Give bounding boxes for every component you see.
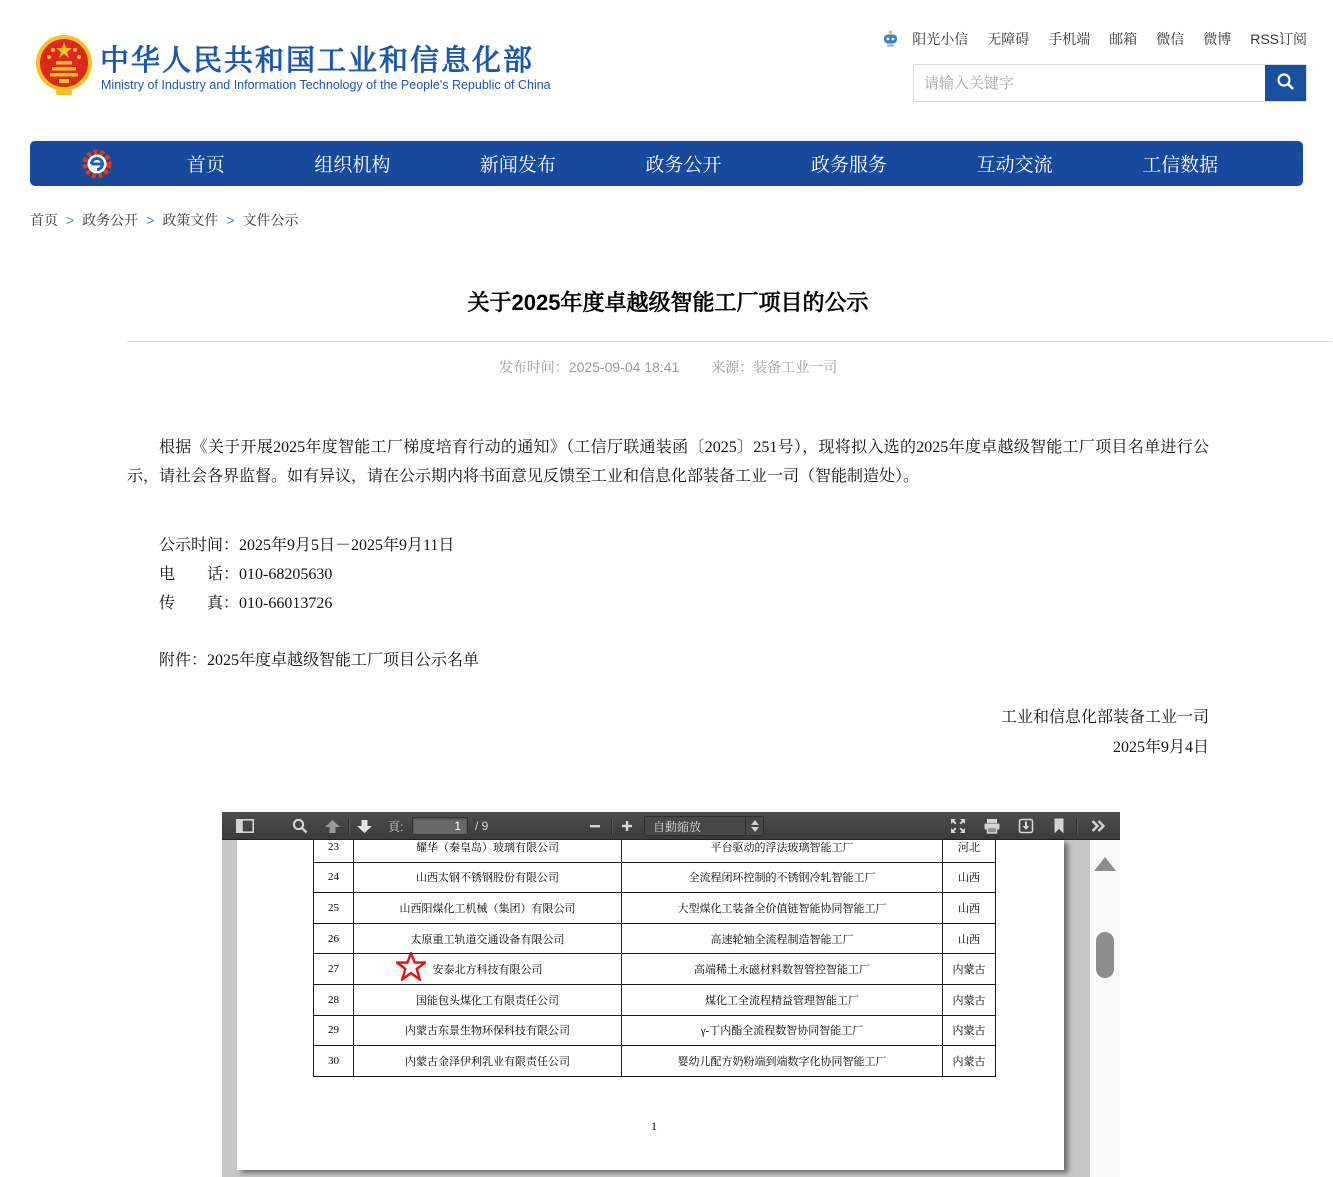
table-row: [314, 893, 996, 924]
find-button[interactable]: [286, 812, 314, 840]
page-number-input[interactable]: [412, 817, 468, 835]
breadcrumb-link[interactable]: 政务公开: [82, 212, 139, 228]
search-button[interactable]: [1265, 65, 1306, 101]
scroll-up-arrow[interactable]: [1094, 857, 1116, 871]
table-row: [314, 923, 996, 954]
cell-project: 大型煤化工装备全价值链智能协同智能工厂: [622, 893, 943, 924]
quick-link[interactable]: 无障碍: [987, 31, 1030, 47]
page-label: 頁:: [388, 819, 404, 834]
cell-project: 全流程闭环控制的不锈钢冷轧智能工厂: [622, 862, 943, 893]
cell-index: 23: [314, 840, 354, 862]
table-row: [314, 954, 996, 985]
cell-index: 30: [314, 1046, 354, 1077]
breadcrumb-link[interactable]: 文件公示: [242, 212, 299, 228]
cell-province: 内蒙古: [943, 1015, 996, 1046]
star-annotation-icon: [396, 952, 426, 984]
company-name: 耀华（秦皇岛）玻璃有限公司: [416, 841, 559, 854]
site-title: 中华人民共和国工业和信息化部: [100, 45, 535, 77]
nav-item[interactable]: 互动交流: [976, 155, 1053, 176]
cell-province: 山西: [943, 862, 996, 893]
zoom-select-value: 自動縮放: [653, 819, 702, 834]
company-name: 国能包头煤化工有限责任公司: [416, 994, 559, 1007]
table-row: [314, 840, 996, 862]
cell-project: γ-丁内酯全流程数智协同智能工厂: [622, 1015, 943, 1046]
quick-link[interactable]: 微博: [1203, 31, 1232, 47]
page-total: / 9: [475, 819, 489, 833]
zoom-in-button[interactable]: [614, 812, 640, 840]
cell-province: 河北: [943, 840, 996, 862]
phone-line: 电 话：010-68205630: [159, 566, 333, 583]
quick-links-bar: [882, 29, 1307, 49]
quick-link[interactable]: 阳光小信: [912, 31, 969, 47]
print-button[interactable]: [978, 812, 1006, 840]
scroll-thumb[interactable]: [1096, 932, 1114, 978]
zoom-select-arrows-icon: [745, 816, 763, 836]
article: [127, 270, 1209, 763]
cell-province: 山西: [943, 893, 996, 924]
article-title: 关于2025年度卓越级智能工厂项目的公示: [467, 290, 869, 315]
article-paragraph: 根据《关于开展2025年度智能工厂梯度培育行动的通知》（工信厅联通装函〔2025〕251号），现将拟入选的2025年度卓越级智能工厂项目名单进行公示，请社会各界监督。如有异议，请在公示期内将书面意见反馈至工业和信息化部装备工业一司（智能制造处）。: [127, 439, 1209, 485]
table-row: [314, 984, 996, 1015]
breadcrumb-link[interactable]: 首页: [30, 212, 58, 228]
national-emblem-icon: [35, 33, 93, 97]
quick-link[interactable]: RSS订阅: [1250, 31, 1307, 47]
cell-province: 内蒙古: [943, 1046, 996, 1077]
cell-index: 29: [314, 1015, 354, 1046]
site-subtitle: Ministry of Industry and Information Technology of the People's Republic of China: [101, 78, 551, 92]
toolbar-separator: [1076, 818, 1077, 834]
cell-index: 28: [314, 984, 354, 1015]
title-divider: [127, 341, 1332, 342]
page-up-button[interactable]: [318, 812, 346, 840]
publish-time: 发布时间：2025-09-04 18:41: [498, 359, 680, 375]
search-input[interactable]: [914, 65, 1266, 101]
table-row: [314, 862, 996, 893]
miit-logo-icon: [82, 149, 112, 179]
signature-date: 2025年9月4日: [1112, 739, 1209, 756]
breadcrumb-separator: >: [146, 212, 155, 228]
breadcrumb-link[interactable]: 政策文件: [162, 212, 219, 228]
pdf-page: [237, 840, 1064, 1170]
cell-index: 25: [314, 893, 354, 924]
cell-province: 内蒙古: [943, 984, 996, 1015]
cell-company: [354, 862, 622, 893]
cell-project: 婴幼儿配方奶粉端到端数字化协同智能工厂: [622, 1046, 943, 1077]
bookmark-button[interactable]: [1046, 812, 1072, 840]
attachment-table: [313, 840, 996, 1077]
nav-item[interactable]: 新闻发布: [479, 155, 556, 176]
cell-project: 煤化工全流程精益管理智能工厂: [622, 984, 943, 1015]
cell-project: 高速轮轴全流程制造智能工厂: [622, 923, 943, 954]
nav-item[interactable]: 组织机构: [314, 155, 391, 176]
pdf-content-area: [222, 840, 1120, 1177]
pdf-scrollbar[interactable]: [1090, 840, 1120, 1177]
sidebar-toggle-button[interactable]: [230, 812, 260, 840]
cell-company: [354, 923, 622, 954]
cell-index: 24: [314, 862, 354, 893]
cell-company: [354, 984, 622, 1015]
company-name: 山西阳煤化工机械（集团）有限公司: [399, 902, 576, 915]
attachment-line: 附件：2025年度卓越级智能工厂项目公示名单: [159, 652, 480, 669]
zoom-select[interactable]: [644, 816, 764, 836]
nav-item[interactable]: 政务服务: [811, 155, 888, 176]
company-name: 太原重工轨道交通设备有限公司: [410, 933, 565, 946]
notice-period-line: 公示时间：2025年9月5日－2025年9月11日: [159, 537, 455, 554]
article-source: 来源：装备工业一司: [711, 359, 838, 375]
fax-line: 传 真：010-66013726: [159, 595, 333, 612]
cell-province: 内蒙古: [943, 954, 996, 985]
page-down-button[interactable]: [350, 812, 378, 840]
zoom-out-button[interactable]: [582, 812, 608, 840]
company-name: 安泰北方科技有限公司: [432, 964, 543, 977]
table-row: [314, 1015, 996, 1046]
company-name: 内蒙古东景生物环保科技有限公司: [405, 1025, 570, 1038]
search-box: [913, 64, 1307, 102]
cell-company: [354, 1015, 622, 1046]
main-nav: [30, 141, 1303, 186]
quick-link[interactable]: 微信: [1156, 31, 1185, 47]
cell-index: 26: [314, 923, 354, 954]
pdf-page-number: 1: [651, 1119, 657, 1133]
cell-company: [354, 840, 622, 862]
robot-icon: [882, 30, 899, 48]
company-name: 山西太钢不锈钢股份有限公司: [416, 872, 559, 885]
download-button[interactable]: [1012, 812, 1040, 840]
cell-project: 高端稀土永磁材料数智管控智能工厂: [622, 954, 943, 985]
cell-company: [354, 893, 622, 924]
signature: 工业和信息化部装备工业一司: [1000, 709, 1209, 726]
nav-item[interactable]: 政务公开: [645, 155, 722, 176]
search-icon: [1276, 72, 1295, 94]
company-name: 内蒙古金泽伊利乳业有限责任公司: [405, 1055, 570, 1068]
toolbar-separator: [611, 818, 612, 834]
breadcrumb-separator: >: [226, 212, 235, 228]
quick-link[interactable]: 邮箱: [1109, 31, 1138, 47]
presentation-mode-button[interactable]: [944, 812, 972, 840]
table-row: [314, 1046, 996, 1077]
cell-province: 山西: [943, 923, 996, 954]
breadcrumb: [30, 210, 315, 230]
cell-company: [354, 1046, 622, 1077]
quick-link[interactable]: 手机端: [1048, 31, 1091, 47]
toolbar-separator: [348, 818, 349, 834]
breadcrumb-separator: >: [66, 212, 75, 228]
nav-item[interactable]: 工信数据: [1142, 155, 1219, 176]
more-tools-button[interactable]: [1082, 812, 1114, 840]
nav-item[interactable]: 首页: [186, 155, 225, 176]
cell-company: [354, 954, 622, 985]
pdf-toolbar: [222, 812, 1120, 840]
cell-project: 平台驱动的浮法玻璃智能工厂: [622, 840, 943, 862]
cell-index: 27: [314, 954, 354, 985]
pdf-viewer: [222, 812, 1120, 1177]
article-meta: [127, 357, 1209, 377]
